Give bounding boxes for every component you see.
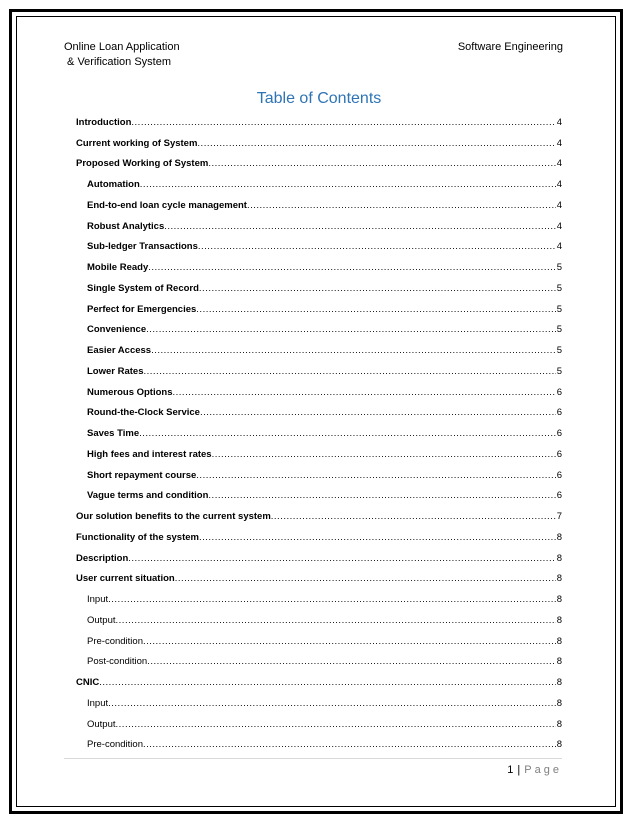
toc-entry-page: 6 — [556, 386, 562, 398]
toc-entry[interactable] — [76, 214, 562, 235]
toc-entry-label: Round-the-Clock Service — [87, 407, 200, 419]
toc-entry-label: Saves Time — [87, 428, 140, 439]
toc-dot-leader — [247, 200, 556, 214]
toc-entry-label: Description — [76, 552, 129, 564]
toc-entry-label: Mobile Ready — [87, 262, 149, 273]
toc-dot-leader — [144, 366, 556, 380]
toc-entry[interactable] — [76, 712, 562, 733]
toc-dot-leader — [173, 387, 556, 401]
toc-dot-leader — [196, 470, 555, 484]
toc-dot-leader — [108, 594, 556, 608]
toc-entry-page: 8 — [556, 594, 562, 605]
toc-dot-leader — [175, 573, 556, 587]
toc-entry-page: 5 — [556, 345, 562, 356]
toc-title: Table of Contents — [256, 90, 382, 107]
toc-entry-page: 8 — [556, 656, 562, 668]
toc-entry-page: 4 — [556, 241, 562, 253]
toc-entry-page: 8 — [556, 552, 562, 564]
toc-entry-page: 4 — [556, 116, 562, 128]
toc-dot-leader — [151, 345, 556, 359]
toc-dot-leader — [128, 553, 555, 567]
toc-entry-label: Sub-ledger Transactions — [87, 241, 198, 253]
toc-entry-page: 4 — [556, 137, 562, 149]
toc-entry-page: 6 — [556, 448, 562, 460]
toc-entry[interactable] — [76, 525, 562, 546]
toc-entry[interactable] — [76, 442, 562, 463]
toc-entry[interactable] — [76, 629, 562, 650]
toc-entry-label: Our solution benefits to the current system — [76, 511, 271, 522]
toc-entry-label: Input — [87, 594, 109, 605]
toc-entry[interactable] — [76, 546, 562, 567]
toc-entry-page: 4 — [556, 179, 562, 190]
toc-dot-leader — [199, 532, 556, 546]
toc-dot-leader — [271, 511, 556, 525]
toc-entry-label: Lower Rates — [87, 365, 144, 377]
toc-entry-page: 8 — [556, 573, 562, 585]
toc-entry-label: Functionality of the system — [76, 531, 199, 543]
toc-dot-leader — [208, 158, 555, 172]
toc-entry[interactable] — [76, 318, 562, 339]
toc-dot-leader — [148, 262, 555, 276]
toc-entry-label: Robust Analytics — [87, 220, 165, 232]
footer-page-label — [507, 764, 562, 776]
toc-entry[interactable] — [76, 504, 562, 525]
footer-separator: | — [517, 764, 521, 776]
toc-entry-page: 4 — [556, 199, 562, 211]
toc-dot-leader — [196, 304, 555, 318]
toc-entry-label: Output — [87, 614, 116, 626]
toc-entry-label: Short repayment course — [87, 469, 197, 481]
toc-dot-leader — [116, 719, 556, 733]
header-doc-subtitle: & Verification System — [64, 56, 171, 68]
toc-entry-page: 5 — [556, 303, 562, 315]
toc-entry-page: 6 — [556, 428, 562, 439]
toc-dot-leader — [140, 179, 556, 193]
toc-entry-label: Convenience — [87, 324, 147, 336]
toc-dot-leader — [143, 636, 556, 650]
toc-dot-leader — [199, 283, 556, 297]
toc-entry[interactable] — [76, 110, 562, 131]
toc-entry-page: 8 — [556, 697, 562, 709]
toc-dot-leader — [197, 138, 555, 152]
toc-entry[interactable] — [76, 608, 562, 629]
toc-entry[interactable] — [76, 359, 562, 380]
footer-page-word: Page — [524, 764, 562, 776]
toc-entry[interactable] — [76, 401, 562, 422]
toc-entry-label: Current working of System — [76, 137, 198, 149]
toc-entry-page: 8 — [556, 531, 562, 543]
toc-entry-page: 4 — [556, 220, 562, 232]
footer-page-number: 1 — [507, 764, 514, 776]
toc-entry-page: 8 — [556, 635, 562, 647]
toc-entry-label: User current situation — [76, 573, 175, 585]
toc-entry-page: 4 — [556, 158, 562, 170]
toc-entry-label: Perfect for Emergencies — [87, 303, 197, 315]
toc-entry[interactable] — [76, 152, 562, 173]
toc-entry-page: 8 — [556, 718, 562, 730]
toc-entry[interactable] — [76, 650, 562, 671]
toc-entry-page: 8 — [556, 739, 562, 751]
toc-entry[interactable] — [76, 276, 562, 297]
footer-rule — [64, 758, 562, 759]
header-doc-title: Online Loan Application — [64, 41, 180, 53]
toc-dot-leader — [164, 221, 555, 235]
toc-entry[interactable] — [76, 255, 562, 276]
toc-entry[interactable] — [76, 131, 562, 152]
toc-entry-page: 5 — [556, 324, 562, 336]
toc-entry-page: 5 — [556, 365, 562, 377]
toc-dot-leader — [200, 407, 556, 421]
toc-entry-label: Easier Access — [87, 345, 152, 356]
toc-dot-leader — [116, 615, 556, 629]
toc-entry-label: Single System of Record — [87, 282, 199, 294]
toc-entry[interactable] — [76, 172, 562, 193]
toc-entry[interactable] — [76, 297, 562, 318]
toc-entry-label: Pre-condition — [87, 635, 143, 647]
toc-entry-label: Automation — [87, 179, 140, 190]
toc-entry[interactable] — [76, 338, 562, 359]
toc-dot-leader — [147, 656, 556, 670]
toc-dot-leader — [143, 739, 556, 753]
toc-dot-leader — [208, 490, 555, 504]
toc-entry-page: 8 — [556, 677, 562, 688]
toc-entry[interactable] — [76, 484, 562, 505]
toc-entry[interactable] — [76, 193, 562, 214]
toc-entry-label: End-to-end loan cycle management — [87, 199, 247, 211]
toc-entry[interactable] — [76, 567, 562, 588]
toc-entry-label: Pre-condition — [87, 739, 143, 751]
toc-entry-page: 6 — [556, 407, 562, 419]
toc-dot-leader — [99, 677, 555, 691]
toc-entry-page: 5 — [556, 282, 562, 294]
toc-entry-label: Proposed Working of System — [76, 158, 209, 170]
toc-entry-page: 5 — [556, 262, 562, 273]
toc-entry[interactable] — [76, 380, 562, 401]
toc-entry[interactable] — [76, 587, 562, 608]
toc-entry-page: 7 — [556, 511, 562, 522]
toc-entry-label: Output — [87, 718, 116, 730]
toc-entry[interactable] — [76, 691, 562, 712]
toc-entry-page: 6 — [556, 469, 562, 481]
toc-dot-leader — [198, 241, 556, 255]
toc-entry-label: CNIC — [76, 677, 100, 688]
toc-entry[interactable] — [76, 421, 562, 442]
toc-entry-page: 8 — [556, 614, 562, 626]
toc-dot-leader — [131, 117, 555, 131]
toc-entry-page: 6 — [556, 490, 562, 502]
toc-entry[interactable] — [76, 733, 562, 754]
toc-entry[interactable] — [76, 670, 562, 691]
toc-entry-label: Input — [87, 697, 109, 709]
header-course: Software Engineering — [457, 41, 563, 53]
toc-entry-label: Introduction — [76, 116, 132, 128]
toc-entry-label: Vague terms and condition — [87, 490, 209, 502]
toc-dot-leader — [108, 698, 556, 712]
header-left — [64, 40, 180, 70]
toc-dot-leader — [139, 428, 556, 442]
toc-entry[interactable] — [76, 235, 562, 256]
toc-entry[interactable] — [76, 463, 562, 484]
toc-entry-label: High fees and interest rates — [87, 448, 212, 460]
toc-dot-leader — [146, 324, 556, 338]
table-of-contents — [76, 110, 562, 753]
toc-dot-leader — [212, 449, 556, 463]
toc-entry-label: Post-condition — [87, 656, 148, 668]
toc-entry-label: Numerous Options — [87, 386, 173, 398]
